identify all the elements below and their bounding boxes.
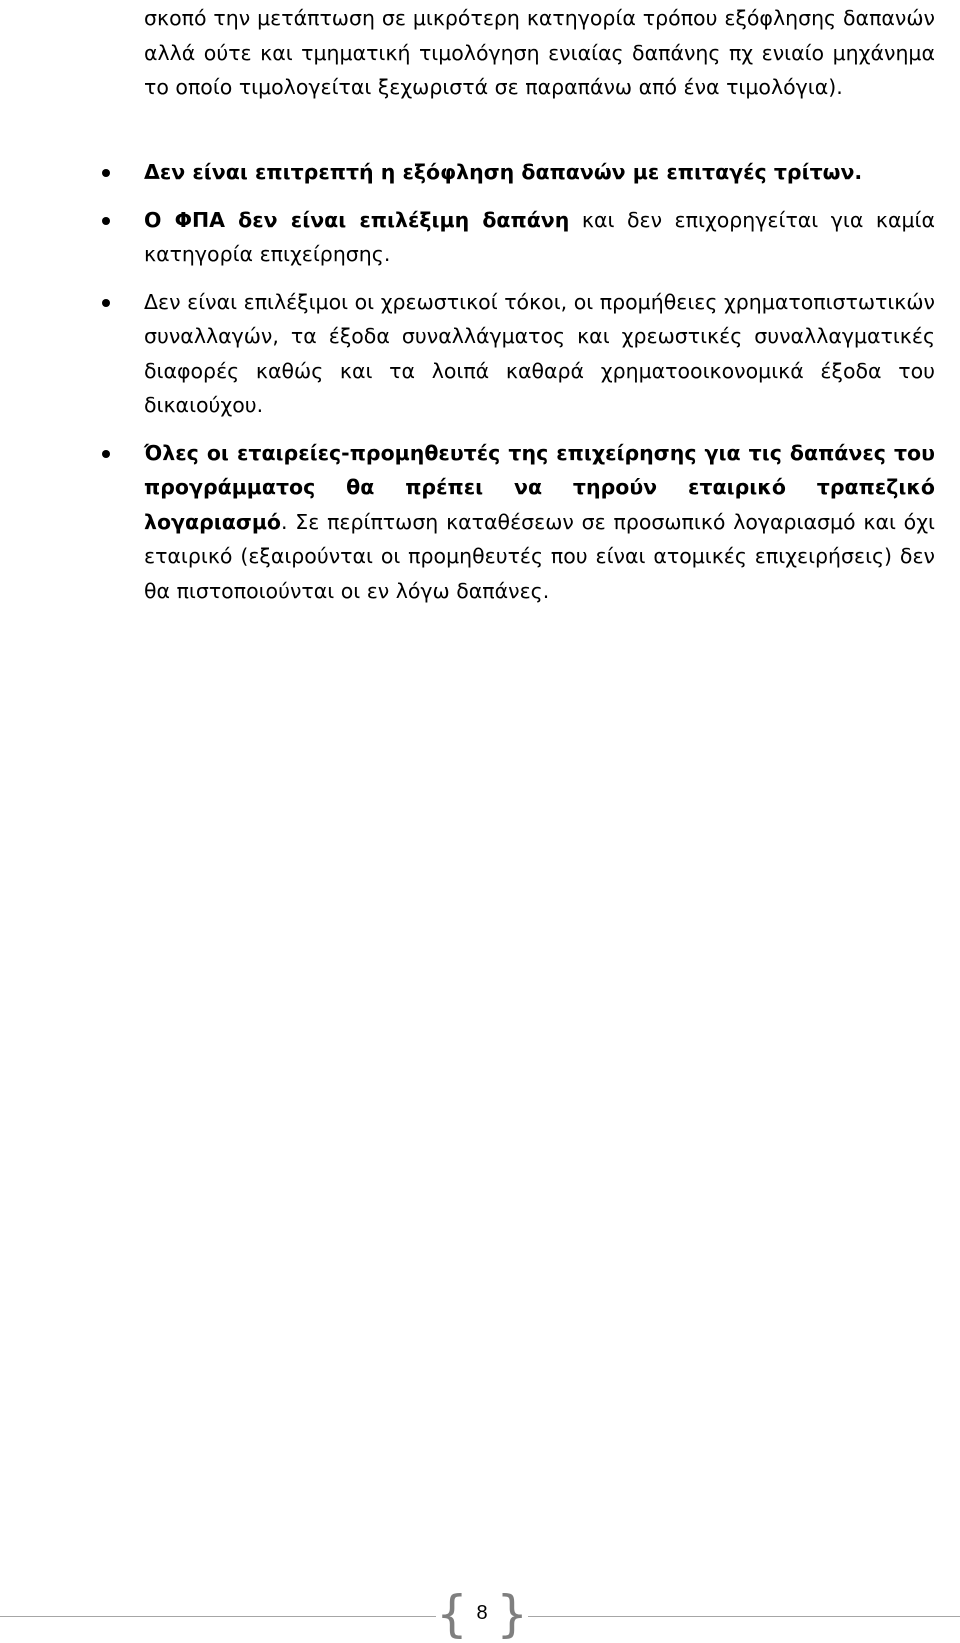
bullet-text: . Σε περίπτωση καταθέσεων σε προσωπικό λογαριασμό και όχι εταιρικό (εξαιρούνται οι προμηθευτές που είναι ατομικές επιχειρήσεις) δεν θα πιστοποιούνται οι εν λόγω δαπάνες.: [144, 509, 935, 603]
bullet-bold-text: Ο ΦΠΑ δεν είναι επιλέξιμη δαπάνη: [144, 207, 570, 232]
bullet-text: και δεν επιχορηγείται για καμία κατηγορία επιχείρησης.: [144, 207, 935, 266]
bullet-bold-text: Δεν είναι επιτρεπτή η εξόφληση δαπανών με επιταγές τρίτων.: [144, 160, 863, 184]
page-number: 8: [476, 1602, 488, 1624]
bullet-item: [0, 285, 935, 423]
left-brace-icon: {: [436, 1585, 468, 1643]
bullet-dot-icon: [102, 217, 110, 225]
bullet-item: [0, 203, 935, 272]
bullet-bold-text: Όλες οι εταιρείες-προμηθευτές της επιχείρησης για τις δαπάνες του προγράμματος θα πρέπει να τηρούν εταιρικό τραπεζικό λογαριασμό: [144, 440, 935, 534]
continuation-paragraph: σκοπό την μετάπτωση σε μικρότερη κατηγορία τρόπου εξόφλησης δαπανών αλλά ούτε και τμηματική τιμολόγηση ενιαίας δαπάνης πχ ενιαίο μηχάνημα το οποίο τιμολογείται ξεχωριστά σε παραπάνω από ένα τιμολόγια).: [144, 6, 935, 99]
page-footer: [0, 1584, 960, 1643]
bullet-dot-icon: [102, 299, 110, 307]
bullet-text: Δεν είναι επιλέξιμοι οι χρεωστικοί τόκοι, οι προμήθειες χρηματοπιστωτικών συναλλαγών, τα έξοδα συναλλάγματος και χρεωστικές συναλλαγματικές διαφορές καθώς και τα λοιπά καθαρά χρηματοοικονομικά έξοδα του δικαιούχου.: [144, 289, 935, 417]
bullet-dot-icon: [102, 450, 110, 458]
bullet-dot-icon: [102, 169, 110, 177]
page-number-box: [436, 1585, 528, 1643]
bullet-list: [0, 155, 960, 621]
right-brace-icon: }: [496, 1585, 528, 1643]
bullet-item: [0, 436, 935, 609]
bullet-item: [0, 155, 935, 190]
